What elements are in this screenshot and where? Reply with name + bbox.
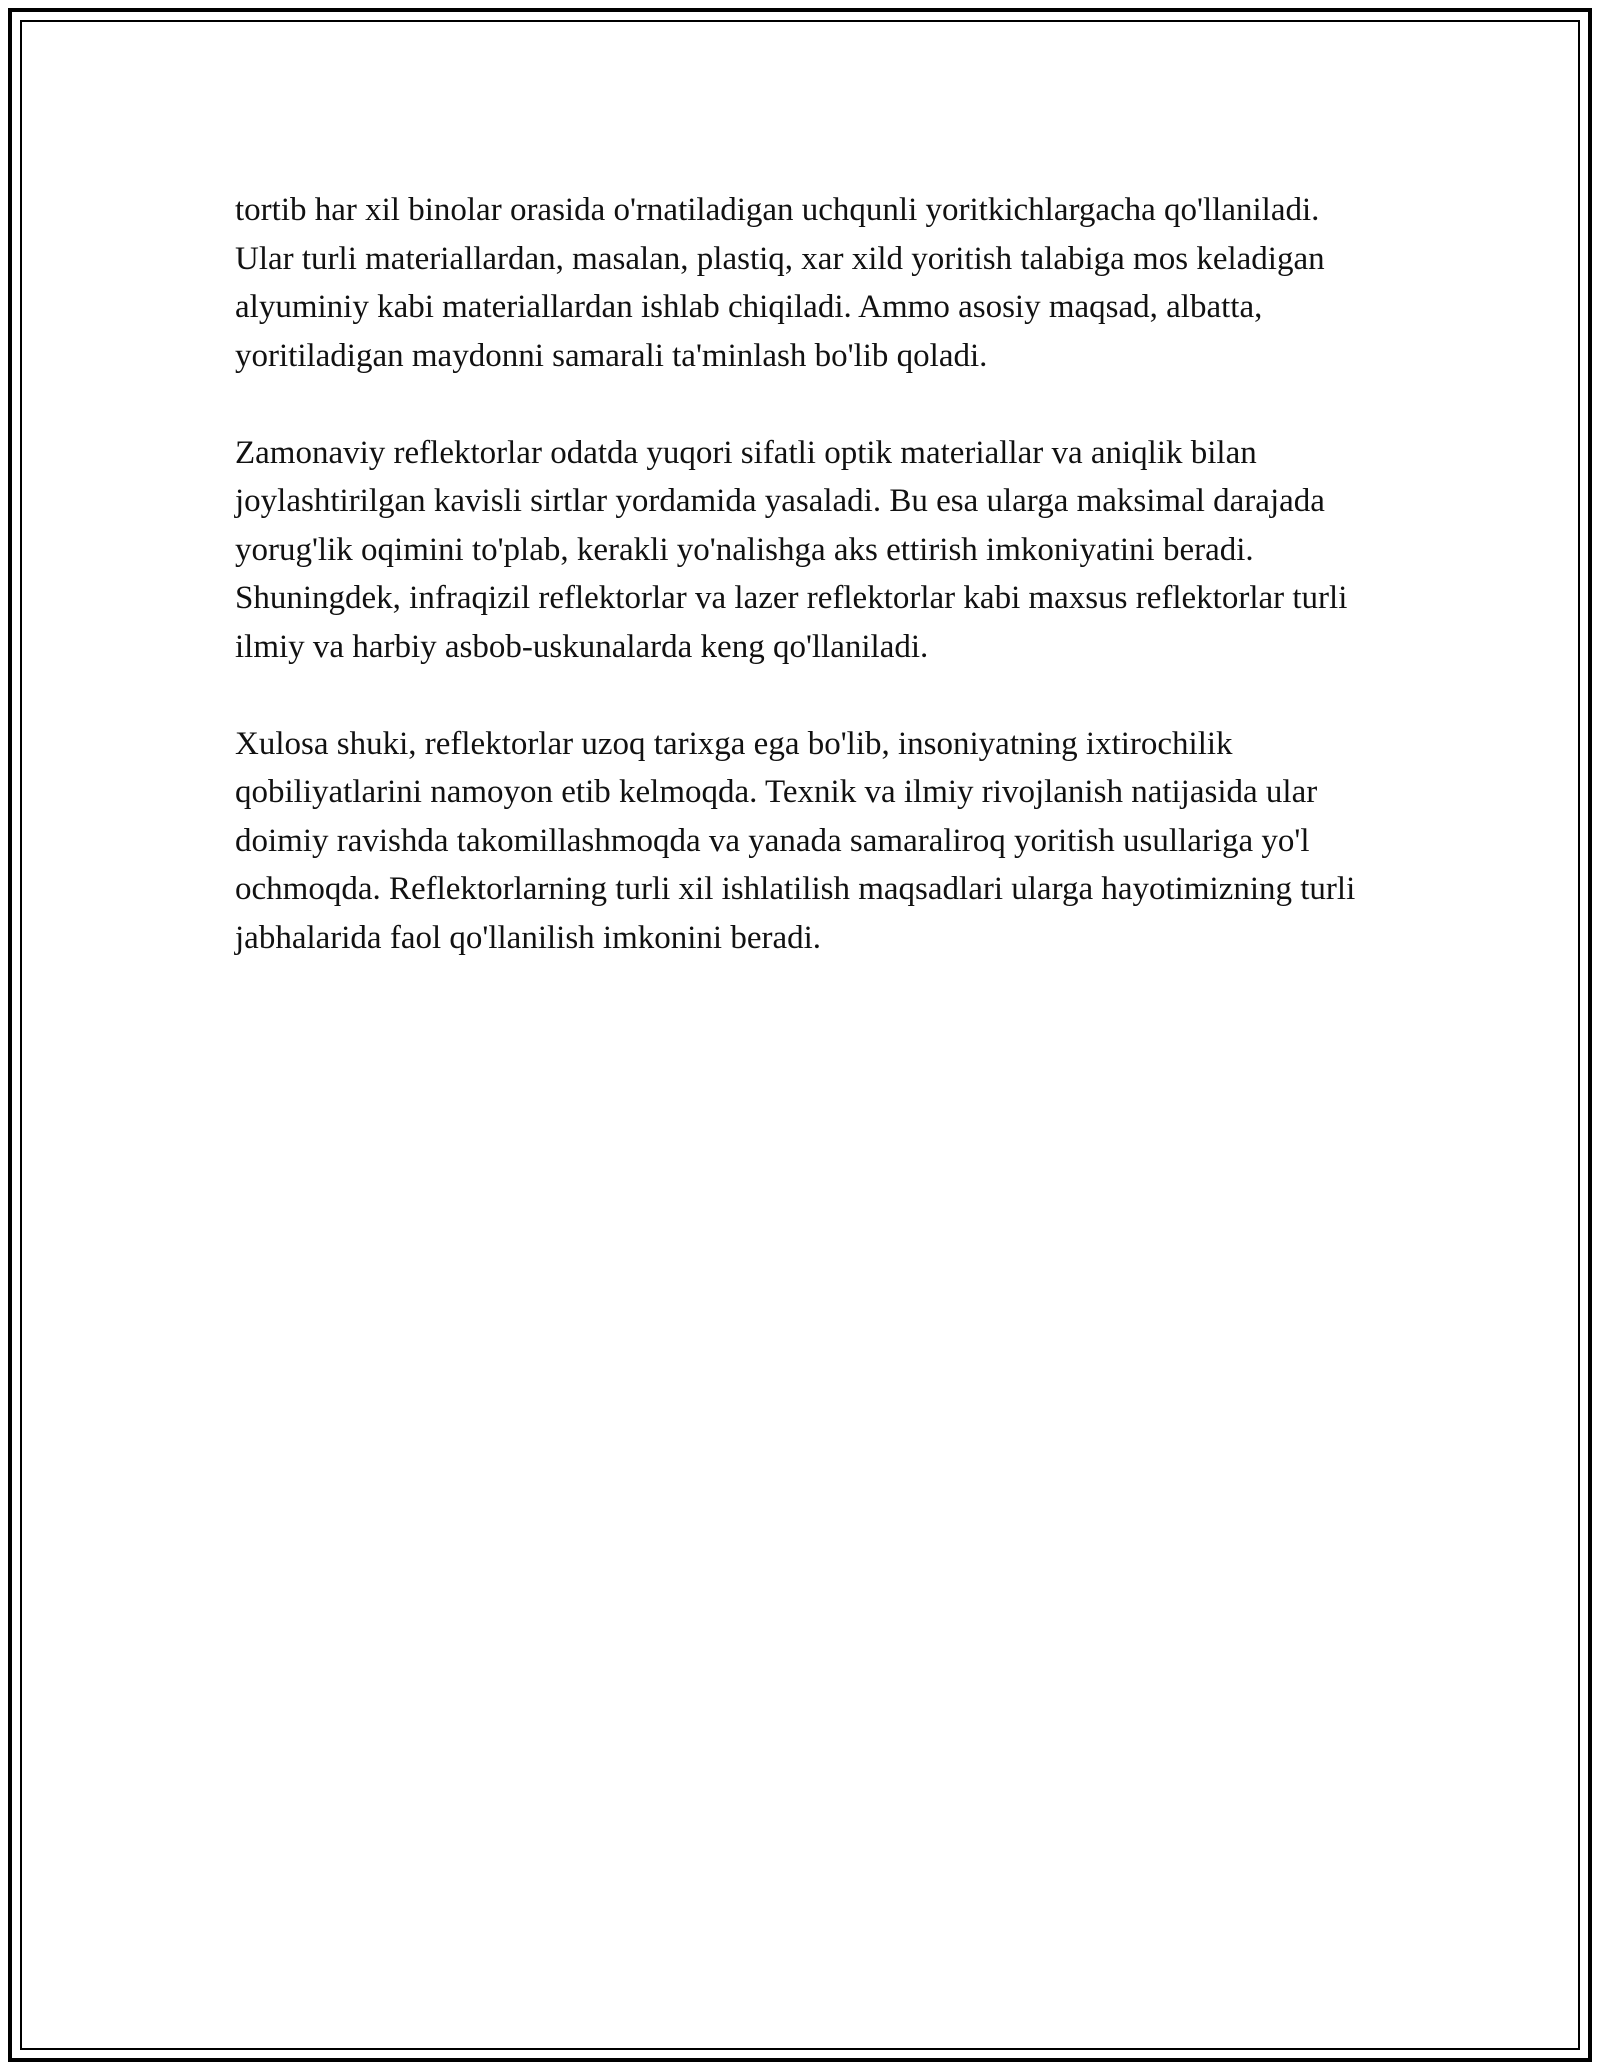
paragraph-1: tortib har xil binolar orasida o'rnatiladigan uchqunli yoritkichlargacha qo'llaniladi. Ular turli materiallardan, masalan, plastiq, xar xild yoritish talabiga mos keladigan alyuminiy kabi materiallardan ishlab chiqiladi. Ammo asosiy maqsad, albatta, yoritiladigan maydonni samarali ta'minlash bo'lib qoladi. [235,192,1325,374]
paragraph-2: Zamonaviy reflektorlar odatda yuqori sifatli optik materiallar va aniqlik bilan joylashtirilgan kavisli sirtlar yordamida yasaladi. Bu esa ularga maksimal darajada yorug'lik oqimini to'plab, kerakli yo'nalishga aks ettirish imkoniyatini beradi. Shuningdek, infraqizil reflektorlar va lazer reflektorlar kabi maxsus reflektorlar turli ilmiy va harbiy asbob-uskunalarda keng qo'llaniladi. [235,434,1348,665]
paragraph-3: Xulosa shuki, reflektorlar uzoq tarixga ega bo'lib, insoniyatning ixtirochilik qobiliyatlarini namoyon etib kelmoqda. Texnik va ilmiy rivojlanish natijasida ular doimiy ravishda takomillashmoqda va yanada samaraliroq yoritish usullariga yo'l ochmoqda. Reflektorlarning turli xil ishlatilish maqsadlari ularga hayotimizning turli jabhalarida faol qo'llanilish imkonini beradi. [235,725,1356,956]
document-body [235,186,1365,1011]
